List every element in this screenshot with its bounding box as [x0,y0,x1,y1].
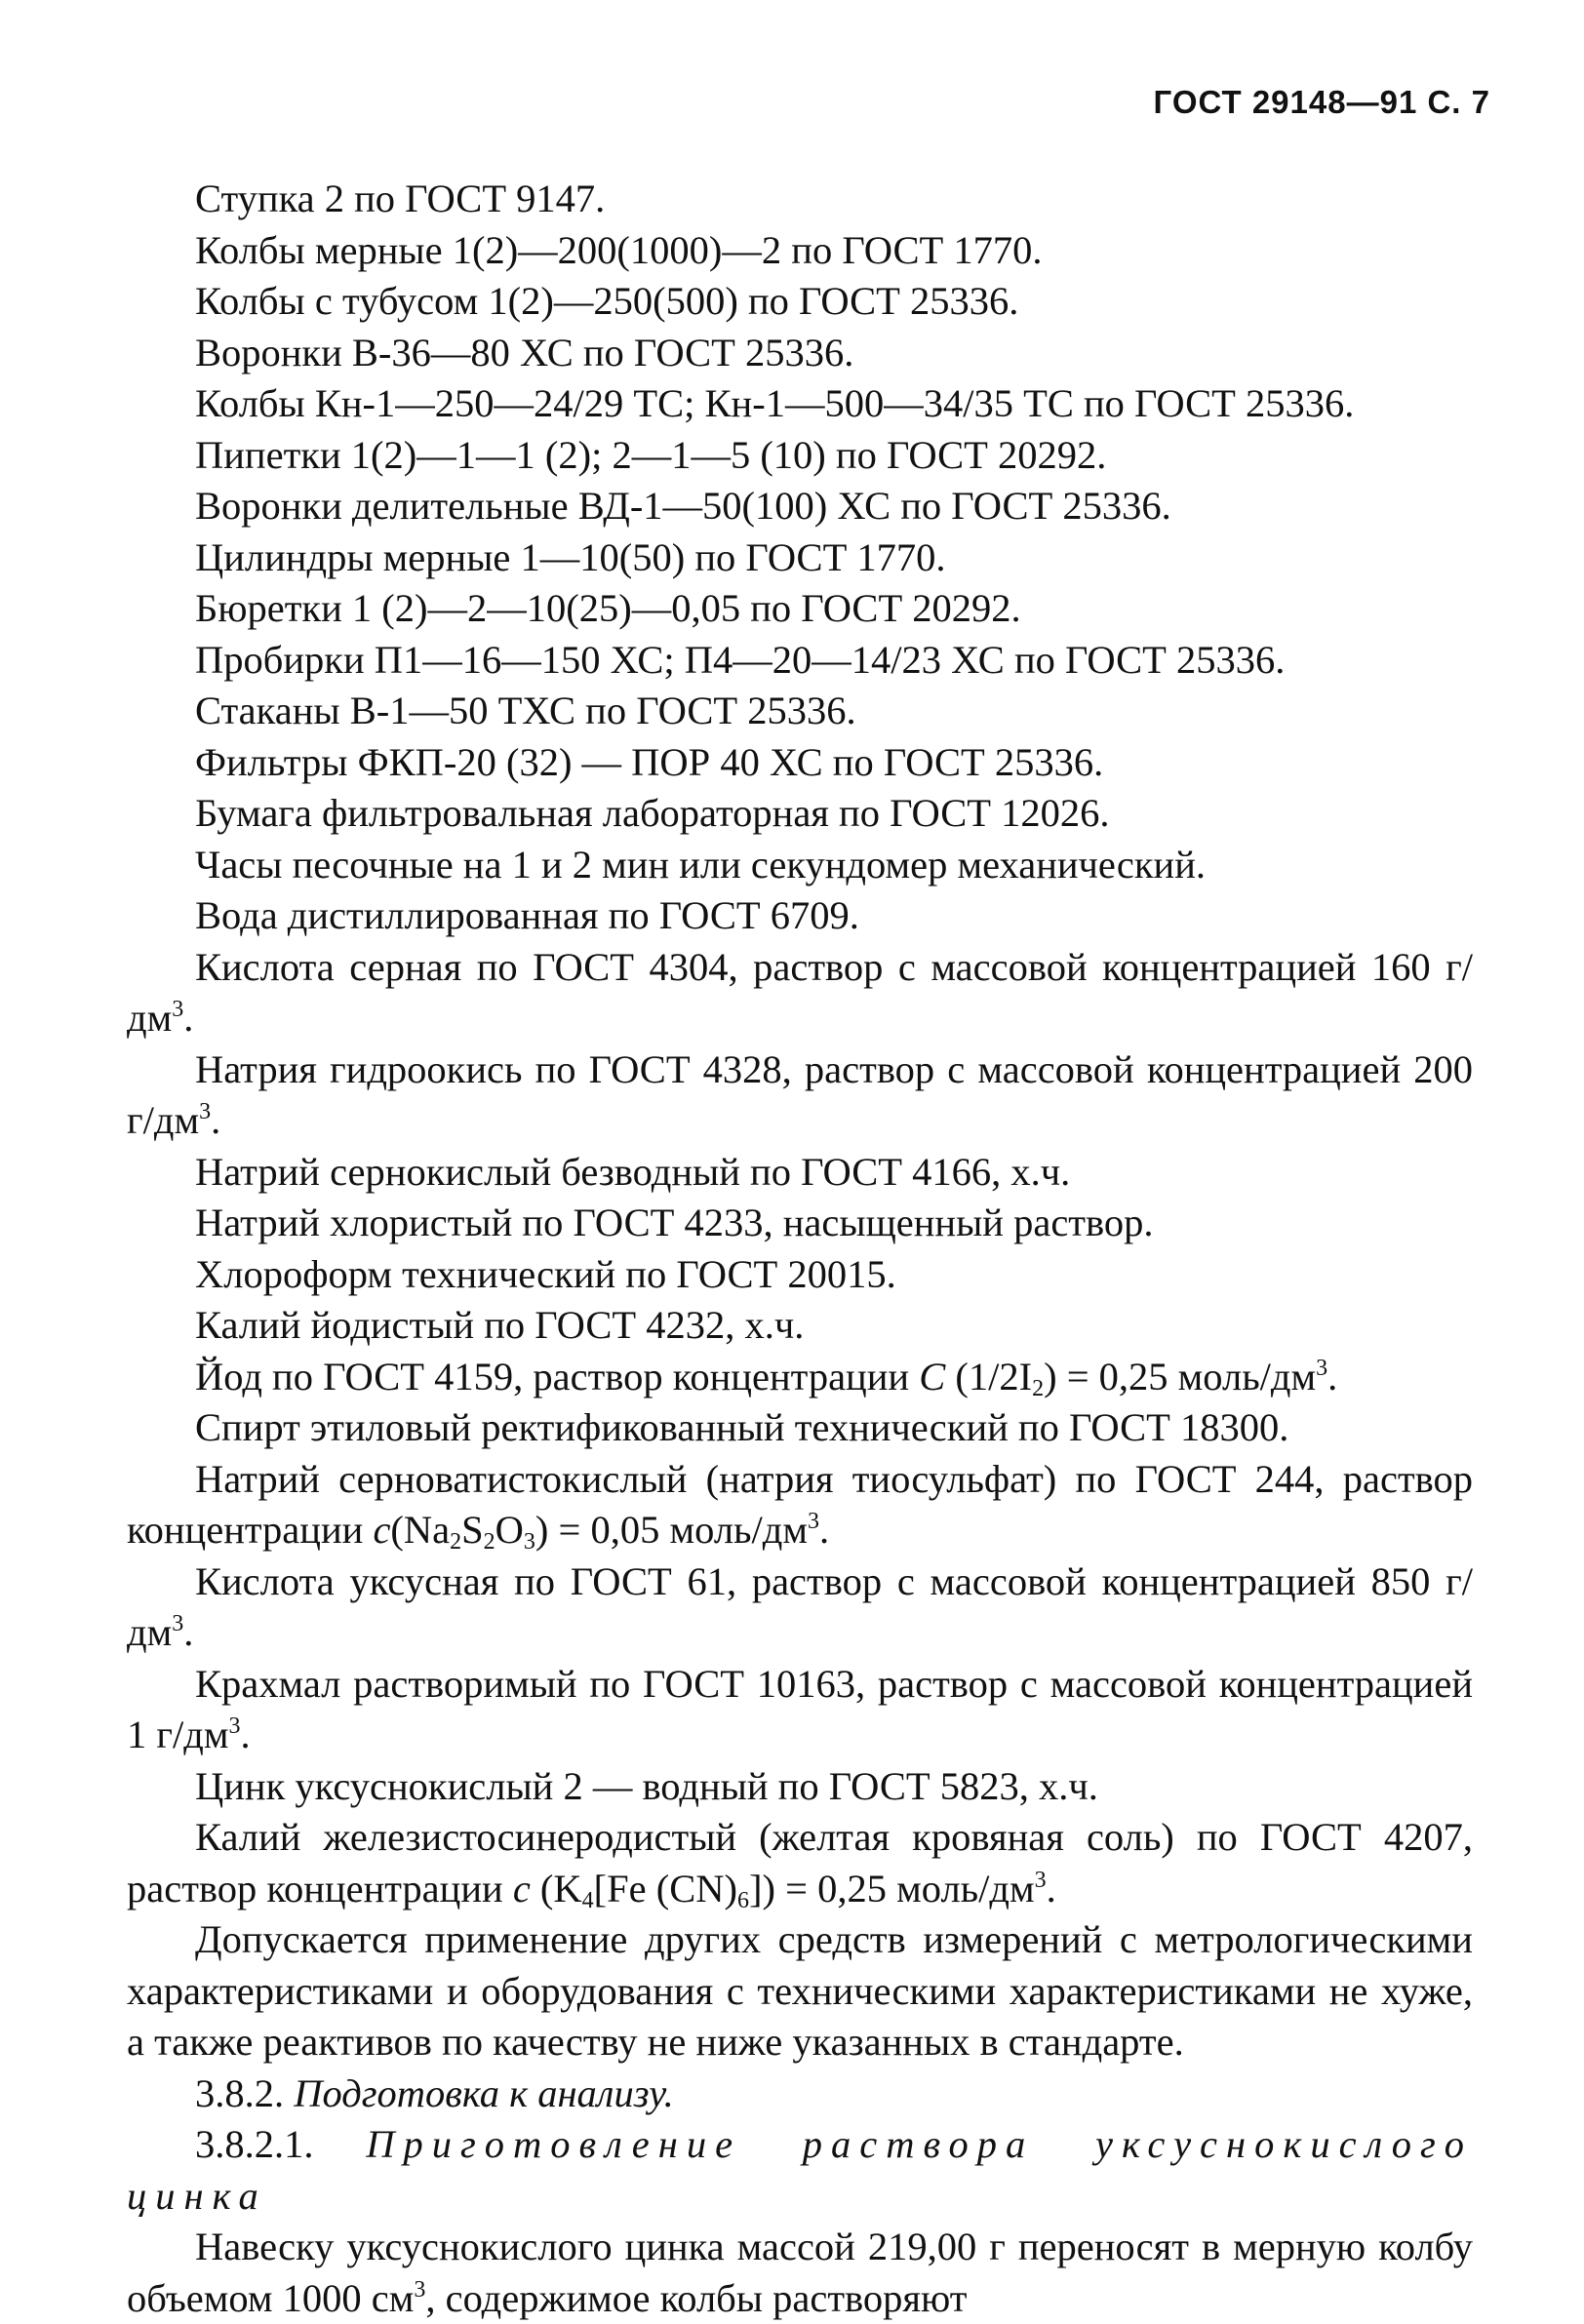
document-body [127,174,1473,2324]
list-item: Вода дистиллированная по ГОСТ 6709. [195,893,859,937]
list-item: Бюретки 1 (2)—2—10(25)—0,05 по ГОСТ 20292. [195,586,1021,630]
list-item: Колбы с тубусом 1(2)—250(500) по ГОСТ 25336. [195,279,1019,323]
reagent-sodium-sulfate: Натрий сернокислый безводный по ГОСТ 4166, х.ч. [195,1149,1071,1194]
reagent-acetic-acid: Кислота уксусная по ГОСТ 61, раствор с массовой концентрацией 850 $г/дм^3$. [127,1558,1473,1654]
reagent-sodium-chloride: Натрий хлористый по ГОСТ 4233, насыщенный раствор. [195,1201,1154,1244]
list-item: Часы песочные на 1 и 2 мин или секундомер механический. [195,842,1207,886]
section-heading: 3.8.2. Подготовка к анализу. [195,2070,674,2115]
page-header: ГОСТ 29148—91 С. 7 [1153,84,1490,120]
reagent-starch: Крахмал растворимый по ГОСТ 10163, раствор с массовой концентрацией 1 $г/дм^3$. [127,1661,1473,1756]
reagent-ethanol: Спирт этиловый ректификованный технический по ГОСТ 18300. [195,1405,1289,1449]
list-item: Цилиндры мерные 1—10(50) по ГОСТ 1770. [195,534,946,579]
list-item: Пипетки 1(2)—1—1 (2); 2—1—5 (10) по ГОСТ 20292. [195,432,1107,477]
reagent-sodium-hydroxide: Натрия гидроокись по ГОСТ 4328, раствор с массовой концентрацией 200 $г/дм^3$. [127,1046,1473,1142]
list-item: Воронки делительные ВД-1—50(100) ХС по ГОСТ 25336. [195,484,1171,528]
list-item: Колбы мерные 1(2)—200(1000)—2 по ГОСТ 1770. [195,227,1043,272]
list-item: Ступка 2 по ГОСТ 9147. [195,177,606,220]
reagent-potassium-iodide: Калий йодистый по ГОСТ 4232, х.ч. [195,1303,805,1347]
list-item: Бумага фильтровальная лабораторная по ГОСТ 12026. [195,791,1110,835]
procedure-paragraph: Навеску уксуснокислого цинка массой 219,00 г переносят в мерную колбу объемом 1000 $см^3$, содержимое колбы растворяют [127,2225,1473,2320]
reagent-zinc-acetate: Цинк уксуснокислый 2 — водный по ГОСТ 5823, х.ч. [195,1763,1098,1808]
list-item: Фильтры ФКП-20 (32) — ПОР 40 ХС по ГОСТ 25336. [195,739,1104,784]
subsection-heading: 3.8.2.1. Приготовление раствора уксуснокислого цинка [127,2122,1473,2218]
list-item: Колбы Кн-1—250—24/29 ТС; Кн-1—500—34/35 ТС по ГОСТ 25336. [195,381,1355,425]
reagent-iodine: Йод по ГОСТ 4159, раствор концентрации C $(1/2I_2) = 0,25$ моль/$дм^3$. [195,1354,1338,1401]
reagent-ferrocyanide: Калий железистосинеродистый (желтая кровяная соль) по ГОСТ 4207, раствор концентрации c ($K_4[Fe$ $(CN)_6]) = 0,25$ моль/$дм^3$. [127,1815,1473,1913]
list-item: Воронки В-36—80 ХС по ГОСТ 25336. [195,330,854,374]
list-item: Пробирки П1—16—150 ХС; П4—20—14/23 ХС по ГОСТ 25336. [195,637,1286,682]
reagent-thiosulfate: Натрий серноватистокислый (натрия тиосульфат) по ГОСТ 244, раствор концентрации $c(Na_2S_2O_3) = 0,05$ моль/$дм^3$. [127,1456,1473,1555]
list-item: Стаканы В-1—50 ТХС по ГОСТ 25336. [195,689,856,732]
allowance-note: Допускается применение других средств измерений с метрологическими характеристиками и оборудования с техническими характеристиками не хуже, а также реактивов по качеству не ниже указанных в стандарте. [127,1917,1473,2064]
reagent-sulfuric-acid: Кислота серная по ГОСТ 4304, раствор с массовой концентрацией 160 $г/дм^3$. [127,944,1473,1040]
reagent-chloroform: Хлороформ технический по ГОСТ 20015. [195,1251,896,1296]
